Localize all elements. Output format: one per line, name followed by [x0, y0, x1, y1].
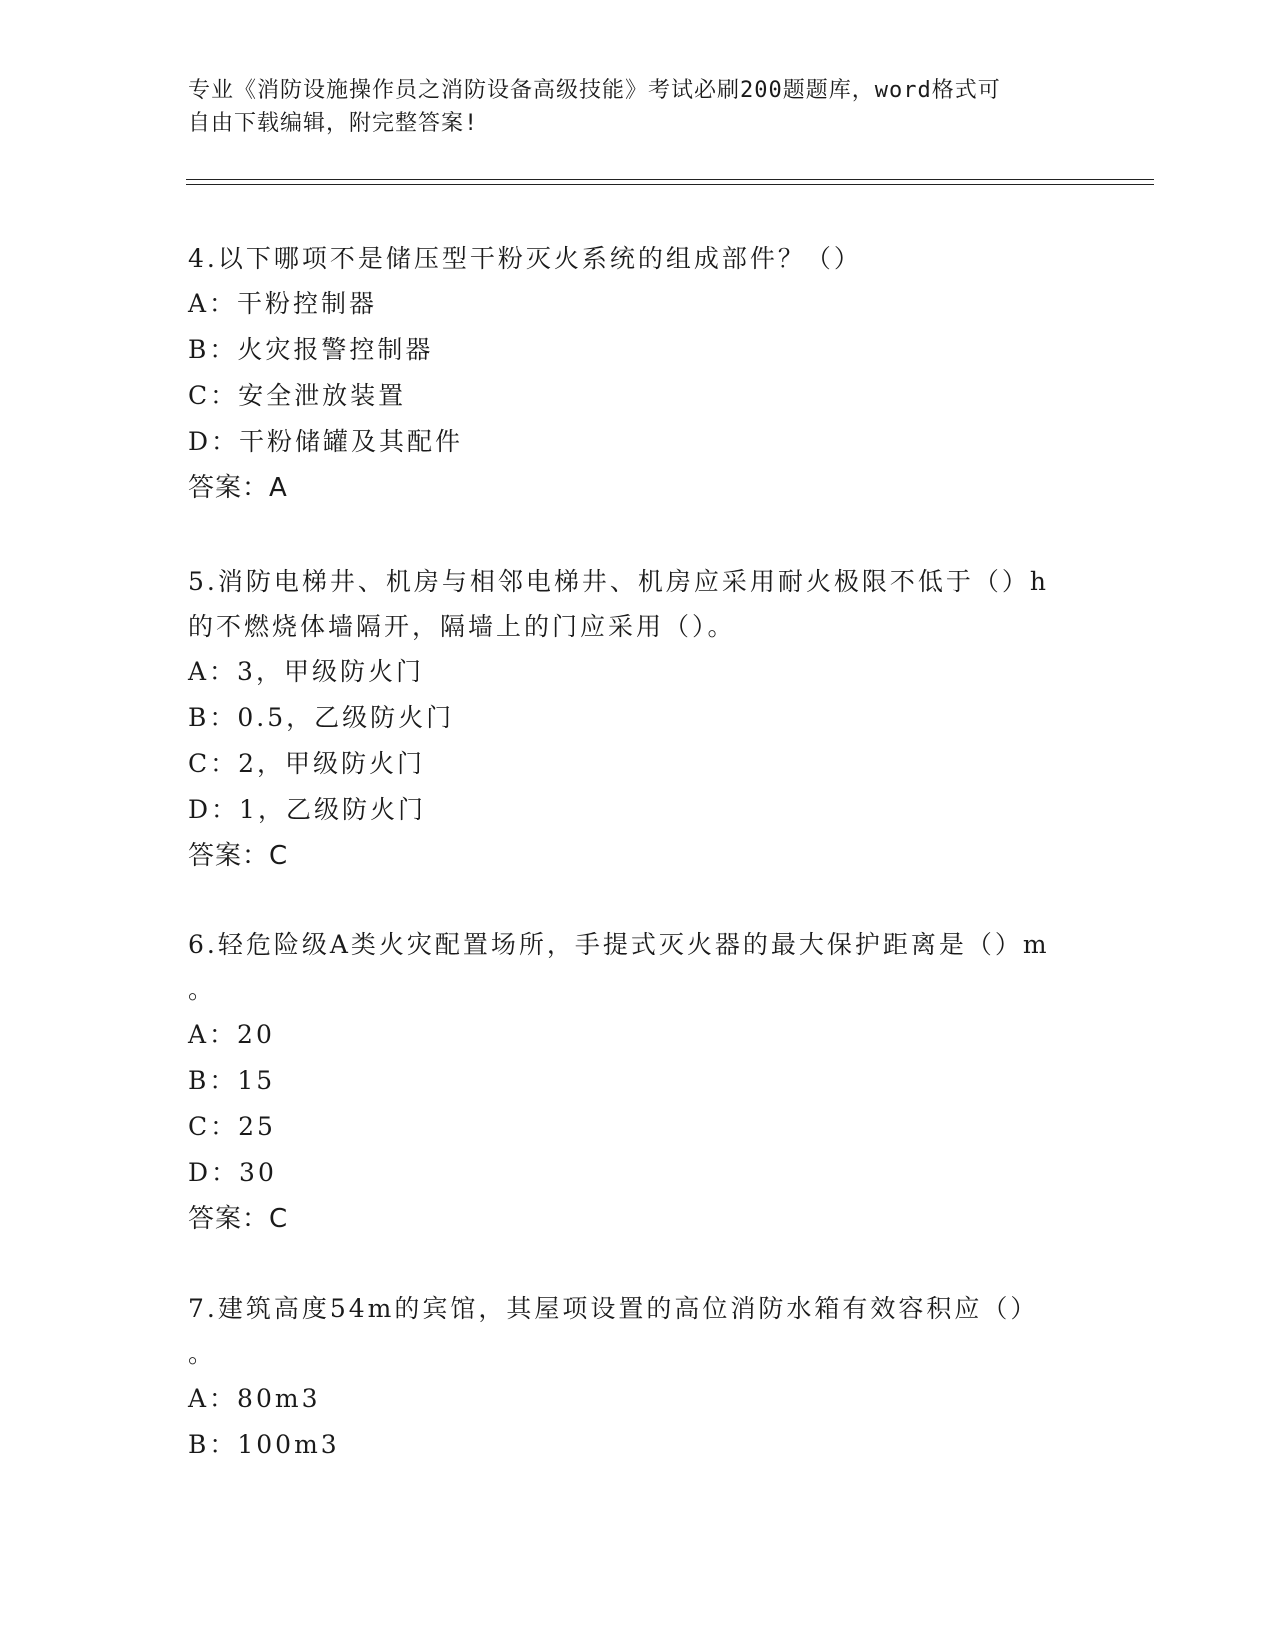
question-stem-continued: 。: [188, 975, 217, 1004]
question-stem: 7.建筑高度54m的宾馆，其屋项设置的高位消防水箱有效容积应（）: [188, 1294, 1039, 1323]
option-c: C：2，甲级防火门: [188, 749, 426, 778]
option-d: D：干粉储罐及其配件: [188, 427, 464, 456]
option-a: A：3，甲级防火门: [188, 657, 424, 686]
option-b: B：0.5，乙级防火门: [188, 703, 455, 732]
option-a: A：干粉控制器: [188, 289, 378, 318]
option-d: D：1，乙级防火门: [188, 795, 426, 824]
question-7: [188, 1286, 1088, 1468]
document-header: [188, 74, 1088, 140]
question-stem: 6.轻危险级A类火灾配置场所，手提式灭火器的最大保护距离是（）m: [188, 930, 1050, 959]
option-a: A：80m3: [188, 1384, 321, 1413]
question-stem: 4.以下哪项不是储压型干粉灭火系统的组成部件？（）: [188, 244, 862, 273]
question-stem-continued: 的不燃烧体墙隔开，隔墙上的门应采用（）。: [188, 612, 736, 641]
question-4: [188, 236, 1088, 511]
option-b: B：15: [188, 1066, 276, 1095]
option-b: B：100m3: [188, 1430, 340, 1459]
answer: 答案：C: [188, 1204, 289, 1234]
option-c: C：安全泄放装置: [188, 381, 407, 410]
answer: 答案：C: [188, 841, 289, 871]
header-title-line-1: 专业《消防设施操作员之消防设备高级技能》考试必刷200题题库，word格式可: [188, 78, 1001, 103]
option-d: D：30: [188, 1158, 277, 1187]
answer: 答案：A: [188, 473, 288, 503]
question-stem: 5.消防电梯井、机房与相邻电梯井、机房应采用耐火极限不低于（）h: [188, 567, 1049, 596]
question-5: [188, 559, 1088, 879]
header-title-line-2: 自由下载编辑，附完整答案!: [188, 111, 479, 136]
option-b: B：火灾报警控制器: [188, 335, 434, 364]
option-a: A：20: [188, 1020, 275, 1049]
question-6: [188, 922, 1088, 1242]
header-divider-bottom: [186, 184, 1154, 185]
header-divider-top: [186, 179, 1154, 180]
question-stem-continued: 。: [188, 1339, 217, 1368]
option-c: C：25: [188, 1112, 276, 1141]
